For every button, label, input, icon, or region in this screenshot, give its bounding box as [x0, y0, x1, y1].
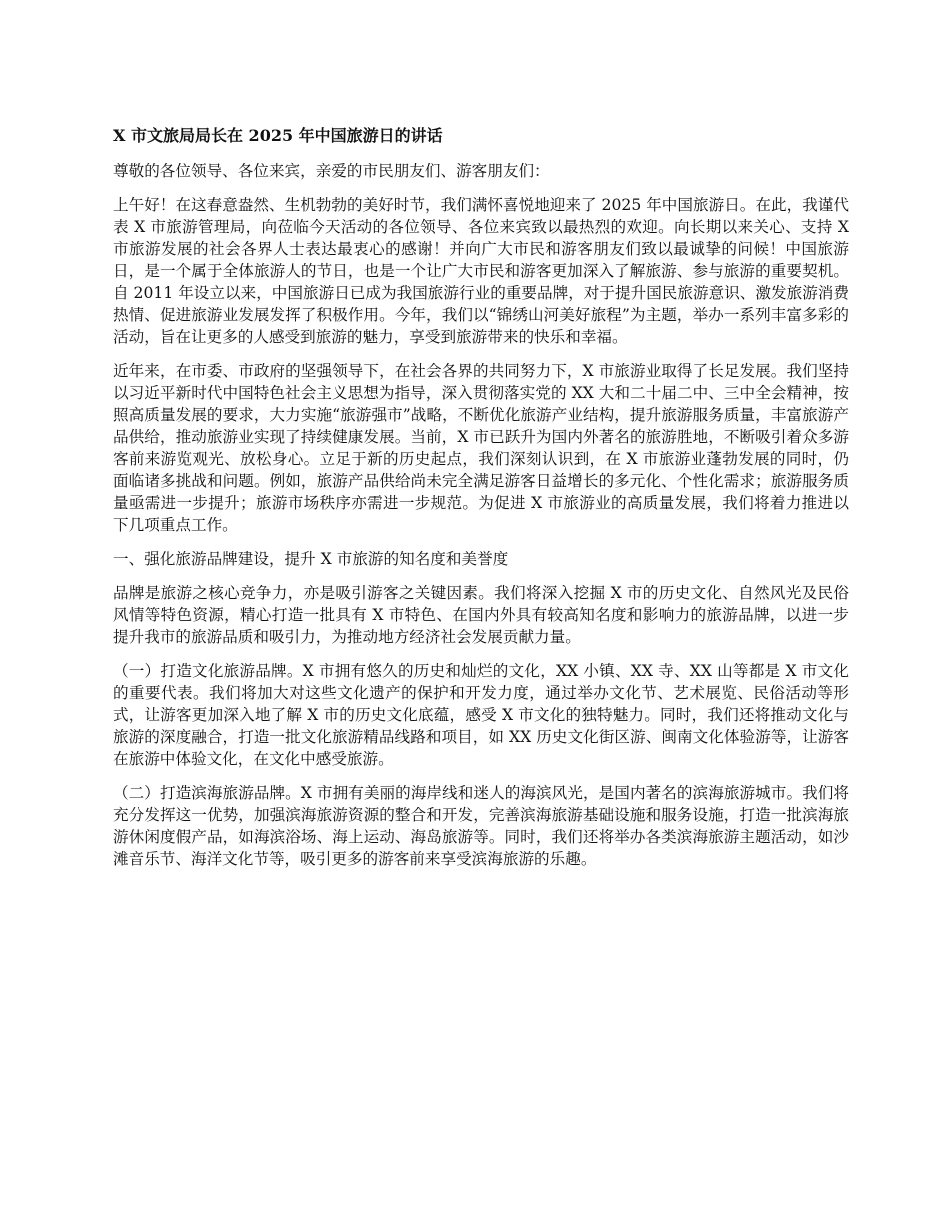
paragraph-coastal-brand: （二）打造滨海旅游品牌。X 市拥有美丽的海岸线和迷人的海滨风光，是国内著名的滨海旅游城市。我们将充分发挥这一优势，加强滨海旅游资源的整合和开发，完善滨海旅游基础设施和服务设施，打造一批滨海旅游休闲度假产品，如海滨浴场、海上运动、海岛旅游等。同时，我们还将举办各类滨海旅游主题活动，如沙滩音乐节、海洋文化节等，吸引更多的游客前来享受滨海旅游的乐趣。	[113, 784, 849, 868]
document-page	[113, 124, 849, 882]
paragraph-development: 近年来，在市委、市政府的坚强领导下，在社会各界的共同努力下，X 市旅游业取得了长足发展。我们坚持以习近平新时代中国特色社会主义思想为指导，深入贯彻落实党的 XX 大和二十届二中、三中全会精神，按照高质量发展的要求，大力实施“旅游强市”战略，不断优化旅游产业结构，提升旅游服务质量，丰富旅游产品供给，推动旅游业实现了持续健康发展。当前，X 市已跃升为国内外著名的旅游胜地，不断吸引着众多游客前来游览观光、放松身心。立足于新的历史起点，我们深刻认识到，在 X 市旅游业蓬勃发展的同时，仍面临诸多挑战和问题。例如，旅游产品供给尚未完全满足游客日益增长的多元化、个性化需求；旅游服务质量亟需进一步提升；旅游市场秩序亦需进一步规范。为促进 X 市旅游业的高质量发展，我们将着力推进以下几项重点工作。	[113, 362, 849, 534]
section-heading: 一、强化旅游品牌建设，提升 X 市旅游的知名度和美誉度	[113, 550, 509, 568]
paragraph-brand-intro: 品牌是旅游之核心竞争力，亦是吸引游客之关键因素。我们将深入挖掘 X 市的历史文化、自然风光及民俗风情等特色资源，精心打造一批具有 X 市特色、在国内外具有较高知名度和影响力的旅游品牌，以进一步提升我市的旅游品质和吸引力，为推动地方经济社会发展贡献力量。	[113, 584, 849, 646]
paragraph-opening: 上午好！在这春意盎然、生机勃勃的美好时节，我们满怀喜悦地迎来了 2025 年中国旅游日。在此，我谨代表 X 市旅游管理局，向莅临今天活动的各位领导、各位来宾致以最热烈的欢迎。向长期以来关心、支持 X 市旅游发展的社会各界人士表达最衷心的感谢！并向广大市民和游客朋友们致以最诚挚的问候！中国旅游日，是一个属于全体旅游人的节日，也是一个让广大市民和游客更加深入了解旅游、参与旅游的重要契机。自 2011 年设立以来，中国旅游日已成为我国旅游行业的重要品牌，对于提升国民旅游意识、激发旅游消费热情、促进旅游业发展发挥了积极作用。今年，我们以“锦绣山河美好旅程”为主题，举办一系列丰富多彩的活动，旨在让更多的人感受到旅游的魅力，享受到旅游带来的快乐和幸福。	[113, 196, 849, 346]
document-title: X 市文旅局局长在 2025 年中国旅游日的讲话	[113, 126, 443, 145]
paragraph-culture-brand: （一）打造文化旅游品牌。X 市拥有悠久的历史和灿烂的文化，XX 小镇、XX 寺、XX 山等都是 X 市文化的重要代表。我们将加大对这些文化遗产的保护和开发力度，通过举办文化节、艺术展览、民俗活动等形式，让游客更加深入地了解 X 市的历史文化底蕴，感受 X 市文化的独特魅力。同时，我们还将推动文化与旅游的深度融合，打造一批文化旅游精品线路和项目，如 XX 历史文化街区游、闽南文化体验游等，让游客在旅游中体验文化，在文化中感受旅游。	[113, 662, 849, 768]
salutation: 尊敬的各位领导、各位来宾，亲爱的市民朋友们、游客朋友们：	[113, 162, 550, 180]
